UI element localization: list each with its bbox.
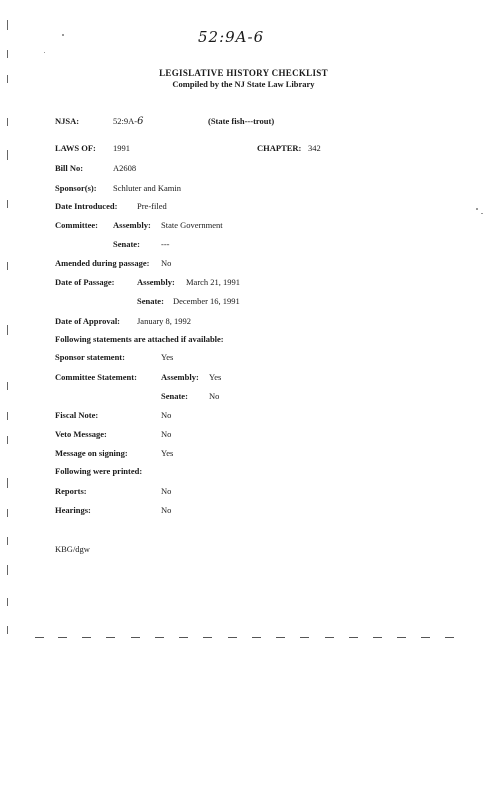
margin-tick: [7, 20, 8, 30]
margin-tick: [7, 626, 8, 634]
margin-tick: [7, 509, 8, 517]
committee-label: Committee:: [55, 220, 98, 230]
margin-tick: [7, 200, 8, 208]
handwritten-section-number: 52:9A-6: [198, 28, 265, 46]
njsa-value: [113, 116, 143, 127]
scan-dash: [106, 637, 115, 638]
scan-dash: [397, 637, 406, 638]
chapter-label: CHAPTER:: [257, 143, 302, 153]
sponsors-label: Sponsor(s):: [55, 183, 97, 193]
bill-no-value: A2608: [113, 163, 137, 173]
veto-message-value: No: [161, 429, 172, 439]
scan-dash: [349, 637, 358, 638]
laws-of-label: LAWS OF:: [55, 143, 96, 153]
scan-speck: [476, 208, 478, 210]
date-of-passage-label: Date of Passage:: [55, 277, 115, 287]
passage-senate-label: Senate:: [137, 296, 164, 306]
scan-dash: [276, 637, 285, 638]
scan-dash: [373, 637, 382, 638]
committee-statement-assembly-label: Assembly:: [161, 372, 199, 382]
laws-of-value: 1991: [113, 143, 130, 153]
scan-dash: [155, 637, 164, 638]
scan-dash: [179, 637, 188, 638]
committee-senate-label: Senate:: [113, 239, 140, 249]
amended-value: No: [161, 258, 172, 268]
committee-assembly-label: Assembly:: [113, 220, 151, 230]
sponsor-statement-label: Sponsor statement:: [55, 352, 125, 362]
scan-dash: [325, 637, 334, 638]
fiscal-note-label: Fiscal Note:: [55, 410, 99, 420]
scan-dash: [228, 637, 237, 638]
committee-statement-label: Committee Statement:: [55, 372, 137, 382]
scan-dash: [445, 637, 454, 638]
scan-speck: [481, 213, 483, 214]
scan-speck: [44, 52, 45, 53]
njsa-number: 52:9A-: [113, 116, 138, 126]
passage-assembly-value: March 21, 1991: [186, 277, 241, 287]
document-title: LEGISLATIVE HISTORY CHECKLIST: [159, 68, 328, 78]
sponsors-value: Schluter and Kamin: [113, 183, 181, 193]
njsa-label: NJSA:: [55, 116, 80, 126]
margin-tick: [7, 262, 8, 270]
scan-dash: [58, 637, 67, 638]
margin-tick: [7, 150, 8, 160]
scan-dash: [131, 637, 140, 638]
scan-speck: [62, 34, 64, 36]
following-printed-heading: Following were printed:: [55, 466, 143, 476]
scan-dash: [421, 637, 430, 638]
scan-dash: [252, 637, 261, 638]
njsa-handwritten-digit: 6: [137, 116, 144, 127]
message-on-signing-value: Yes: [161, 448, 174, 458]
scan-dash: [300, 637, 309, 638]
chapter-value: 342: [308, 143, 321, 153]
margin-tick: [7, 537, 8, 545]
date-of-approval-label: Date of Approval:: [55, 316, 121, 326]
reports-value: No: [161, 486, 172, 496]
fiscal-note-value: No: [161, 410, 172, 420]
document-subtitle: Compiled by the NJ State Law Library: [172, 79, 315, 89]
hearings-label: Hearings:: [55, 505, 91, 515]
margin-tick: [7, 565, 8, 575]
margin-tick: [7, 382, 8, 390]
scan-dash: [35, 637, 44, 638]
amended-label: Amended during passage:: [55, 258, 150, 268]
committee-senate-value: ---: [161, 239, 170, 249]
passage-assembly-label: Assembly:: [137, 277, 175, 287]
following-attached-heading: Following statements are attached if available:: [55, 334, 224, 344]
date-introduced-label: Date Introduced:: [55, 201, 118, 211]
scan-dash: [203, 637, 212, 638]
committee-statement-senate-value: No: [209, 391, 220, 401]
date-introduced-value: Pre-filed: [137, 201, 167, 211]
sponsor-statement-value: Yes: [161, 352, 174, 362]
passage-senate-value: December 16, 1991: [173, 296, 240, 306]
date-of-approval-value: January 8, 1992: [137, 316, 192, 326]
bill-no-label: Bill No:: [55, 163, 84, 173]
message-on-signing-label: Message on signing:: [55, 448, 128, 458]
hearings-value: No: [161, 505, 172, 515]
veto-message-label: Veto Message:: [55, 429, 107, 439]
reports-label: Reports:: [55, 486, 87, 496]
committee-statement-senate-label: Senate:: [161, 391, 188, 401]
njsa-description: (State fish---trout): [208, 116, 275, 126]
margin-tick: [7, 75, 8, 83]
margin-tick: [7, 436, 8, 444]
margin-tick: [7, 598, 8, 606]
margin-tick: [7, 478, 8, 488]
typist-initials: KBG/dgw: [55, 544, 90, 554]
margin-tick: [7, 50, 8, 58]
committee-assembly-value: State Government: [161, 220, 223, 230]
margin-tick: [7, 118, 8, 126]
margin-tick: [7, 325, 8, 335]
scan-dash: [82, 637, 91, 638]
margin-tick: [7, 412, 8, 420]
committee-statement-assembly-value: Yes: [209, 372, 222, 382]
